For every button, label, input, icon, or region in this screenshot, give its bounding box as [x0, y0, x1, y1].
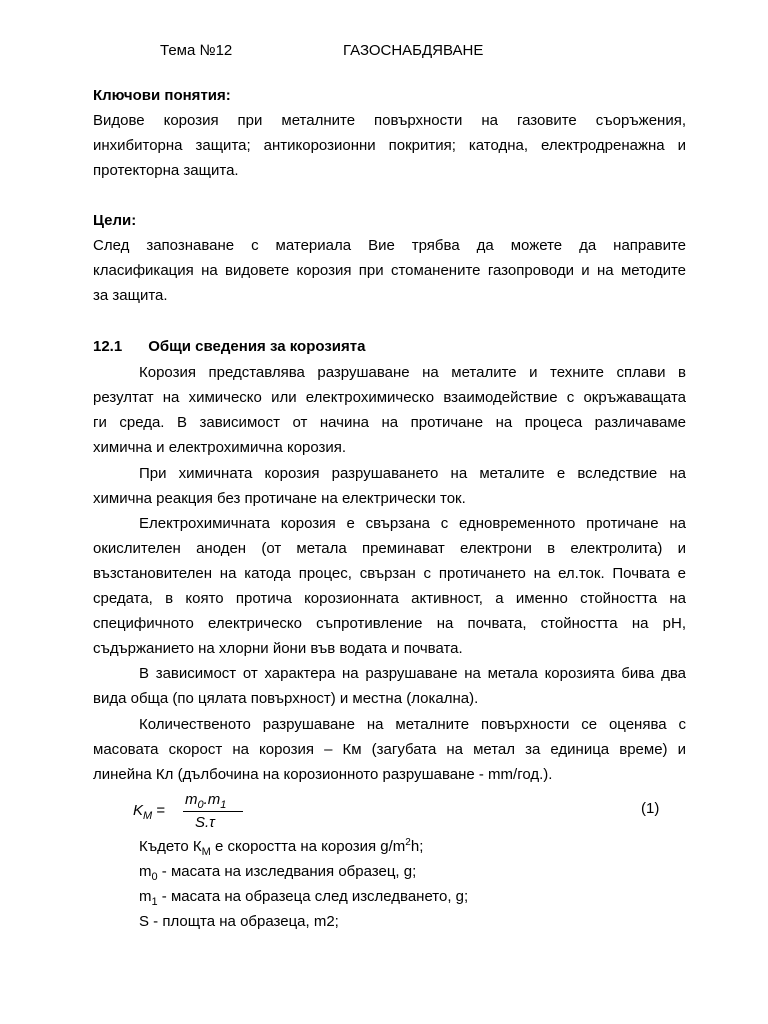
- paragraph-line: химична и електрохимична корозия.: [93, 439, 347, 456]
- section-heading: [93, 338, 686, 356]
- paragraph-line: съдържанието на хлорни йони във водата и почвата.: [93, 640, 463, 657]
- key-concepts-line: инхибиторна защита; антикорозионни покрития; катодна, електродренажна и: [93, 137, 686, 154]
- definition-line: Където $К_М$ е скоростта на корозия $g/m^2h$;: [139, 837, 424, 858]
- fraction-bar: [183, 811, 243, 812]
- paragraph-line: ги среда. В зависимост от начина на протичане на процеса различаваме: [93, 414, 686, 431]
- paragraph-line: Количественото разрушаване на металните повърхности се оценява с: [139, 716, 686, 733]
- paragraph-line: вида обща (по цялата повърхност) и местна (локална).: [93, 690, 479, 707]
- equation-number: (1): [641, 800, 660, 817]
- formula-denominator: S.τ: [195, 814, 215, 831]
- definition-line: $m_0$ - масата на изследвания образец, g;: [139, 863, 417, 883]
- paragraph-line: средата, в която протича корозионната активност, а именно стойността на: [93, 590, 686, 607]
- key-concepts-heading: Ключови понятия:: [93, 87, 231, 104]
- key-concepts-line: Видове корозия при металните повърхности на газовите съоръжения,: [93, 112, 686, 129]
- paragraph-line: химична реакция без протичане на електрически ток.: [93, 490, 466, 507]
- goals-line: за защита.: [93, 287, 168, 304]
- formula-numerator: $m_0.m_1$: [185, 791, 227, 811]
- paragraph-line: окислителен аноден (от метала преминават електрони в електролита) и: [93, 540, 686, 557]
- paragraph-line: В зависимост от характера на разрушаване на метала корозията бива два: [139, 665, 686, 682]
- goals-line: След запознаване с материала Вие трябва да можете да направите: [93, 237, 686, 254]
- paragraph-line: линейна Кл (дълбочина на корозионното разрушаване - mm/год.).: [93, 766, 553, 783]
- document-title: ГАЗОСНАБДЯВАНЕ: [343, 42, 484, 59]
- section-title: Общи сведения за корозията: [148, 338, 366, 355]
- paragraph-line: При химичната корозия разрушаването на металите е вследствие на: [139, 465, 686, 482]
- goals-line: класификация на видовете корозия при стоманените газопроводи и на методите: [93, 262, 686, 279]
- paragraph-line: Корозия представлява разрушаване на металите и техните сплави в: [139, 364, 686, 381]
- goals-heading: Цели:: [93, 212, 137, 229]
- section-number: 12.1: [93, 338, 123, 355]
- definition-line: $m_1$ - масата на образеца след изследването, g;: [139, 888, 469, 908]
- corrosion-rate-formula: [133, 790, 333, 834]
- topic-number: Тема №12: [160, 42, 233, 59]
- paragraph-line: резултат на химическо или електрохимическо взаимодействие с окръжаващата: [93, 389, 686, 406]
- paragraph-line: специфичното електрическо съпротивление на почвата, стойността на pH,: [93, 615, 686, 632]
- key-concepts-line: протекторна защита.: [93, 162, 239, 179]
- paragraph-line: Електрохимичната корозия е свързана с едновременното протичане на: [139, 515, 686, 532]
- paragraph-line: възстановителен на катода процес, свързан с протичането на ел.ток. Почвата е: [93, 565, 686, 582]
- definition-line: S - площта на образеца, m2;: [139, 913, 339, 930]
- paragraph-line: масовата скорост на корозия – Км (загубата на метал за единица време) и: [93, 741, 686, 758]
- formula-lhs: $K_M$ =: [133, 802, 166, 822]
